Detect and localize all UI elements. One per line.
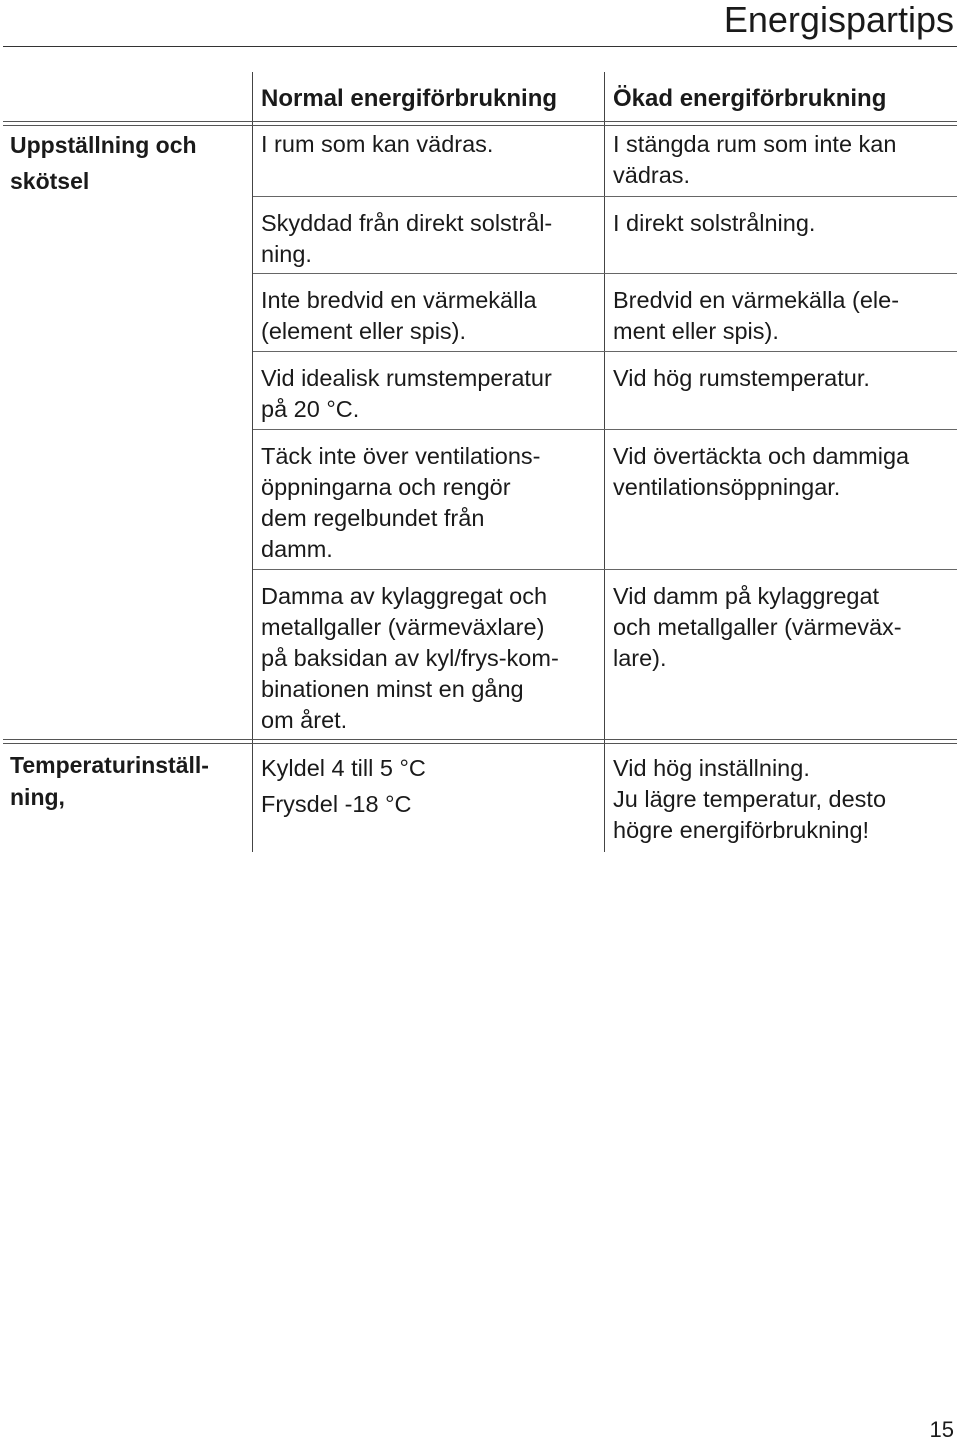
section-label-uppstallning: Uppställning och skötsel bbox=[10, 132, 197, 194]
cell-normal: I rum som kan vädras. bbox=[261, 131, 494, 157]
header-rule bbox=[3, 121, 957, 126]
section-label-temperatur: Temperaturinställ- ning, bbox=[10, 752, 209, 810]
page-title: Energispartips bbox=[723, 0, 954, 40]
cell-okad: Vid damm på kylaggregat och metallgaller (värmeväx- lare). bbox=[613, 583, 902, 671]
cell-normal: Vid idealisk rumstemperatur på 20 °C. bbox=[261, 365, 552, 422]
row-divider bbox=[253, 429, 957, 430]
column-header-okad: Ökad energiförbrukning bbox=[613, 85, 887, 112]
row-divider bbox=[253, 569, 957, 570]
row-divider bbox=[253, 273, 957, 274]
column-divider-middle bbox=[604, 72, 605, 852]
row-divider bbox=[253, 351, 957, 352]
cell-okad: Vid hög inställning. Ju lägre temperatur, desto högre energiförbrukning! bbox=[613, 755, 887, 843]
cell-normal-frysdel: Frysdel -18 °C bbox=[261, 791, 412, 817]
cell-okad: Bredvid en värmekälla (ele- ment eller spis). bbox=[613, 287, 900, 344]
cell-okad: I stängda rum som inte kan vädras. bbox=[613, 131, 897, 188]
cell-normal: Skyddad från direkt solstrål- ning. bbox=[261, 210, 553, 267]
cell-okad: Vid hög rumstemperatur. bbox=[613, 365, 870, 391]
title-divider bbox=[3, 46, 957, 47]
cell-normal: Inte bredvid en värmekälla (element eller spis). bbox=[261, 287, 537, 344]
cell-okad: Vid övertäckta och dammiga ventilationsöppningar. bbox=[613, 443, 910, 500]
cell-normal-kyldel: Kyldel 4 till 5 °C bbox=[261, 755, 426, 781]
page-number: 15 bbox=[929, 1417, 954, 1442]
section-rule bbox=[3, 739, 957, 744]
row-divider bbox=[253, 196, 957, 197]
column-header-normal: Normal energiförbrukning bbox=[261, 85, 558, 112]
cell-okad: I direkt solstrålning. bbox=[613, 210, 816, 236]
cell-normal: Damma av kylaggregat och metallgaller (värmeväxlare) på baksidan av kyl/frys-kom- binationen minst en gång om året. bbox=[261, 583, 559, 733]
cell-normal: Täck inte över ventilations- öppningarna och rengör dem regelbundet från damm. bbox=[261, 443, 541, 562]
column-divider-left bbox=[252, 72, 253, 852]
